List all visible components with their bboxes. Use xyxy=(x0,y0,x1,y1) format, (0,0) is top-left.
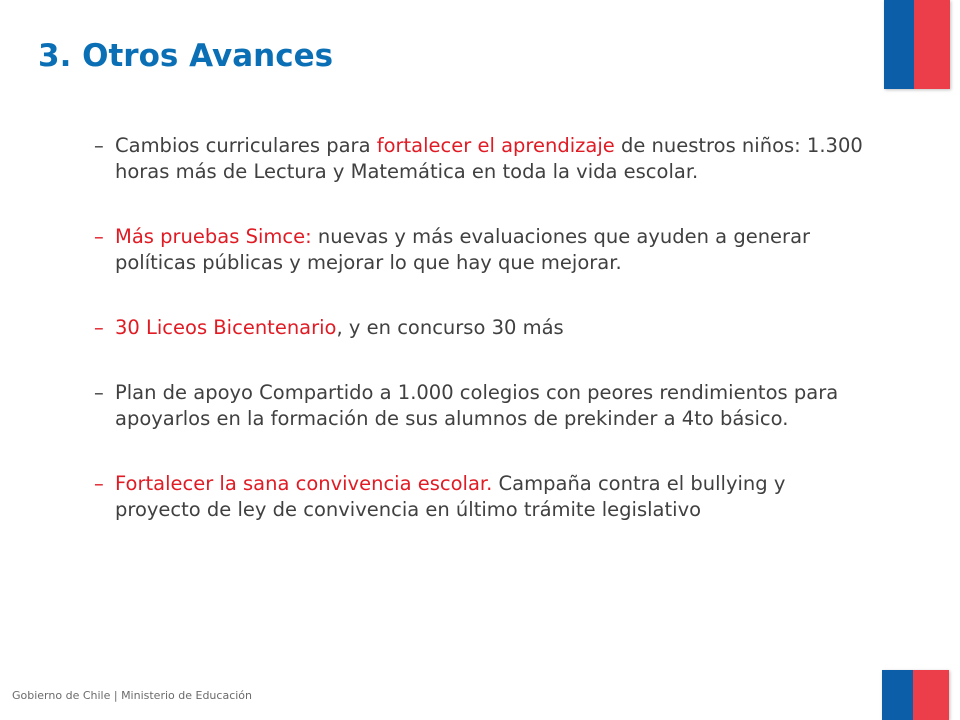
bullet-dash: – xyxy=(94,316,104,339)
slide-title: 3. Otros Avances xyxy=(38,38,334,74)
bullet-item-convivencia xyxy=(94,471,874,523)
bullet-highlight: Fortalecer la sana convivencia escolar. xyxy=(115,472,493,495)
bullet-item-liceos xyxy=(94,315,874,341)
bullet-item-plan-apoyo xyxy=(94,380,874,432)
bullet-item-curriculum xyxy=(94,133,874,185)
bullet-highlight: Más pruebas Simce: xyxy=(115,225,312,248)
bullet-item-simce xyxy=(94,224,874,276)
bullet-text: , y en concurso 30 más xyxy=(336,316,564,339)
bullet-dash: – xyxy=(94,381,104,404)
bullet-dash: – xyxy=(94,225,104,248)
flag-red-band xyxy=(914,0,950,89)
chile-flag-stripe-bottom xyxy=(882,670,949,720)
bullet-text: Cambios curriculares para xyxy=(115,134,377,157)
bullet-text: Campaña contra el bullying y proyecto de ley de convivencia en último trámite legislativo xyxy=(115,472,786,521)
bullet-dash: – xyxy=(94,472,104,495)
bullet-text: nuevas y más evaluaciones que ayuden a generar políticas públicas y mejorar lo que hay que mejorar. xyxy=(115,225,811,274)
bullet-highlight: 30 Liceos Bicentenario xyxy=(115,316,337,339)
bullet-text: de nuestros niños: 1.300 horas más de Lectura y Matemática en toda la vida escolar. xyxy=(115,134,863,183)
flag-blue-band xyxy=(884,0,914,89)
chile-flag-stripe-top xyxy=(884,0,950,89)
flag-red-band xyxy=(913,670,949,720)
bullet-list xyxy=(94,133,874,523)
bullet-text: Plan de apoyo Compartido a 1.000 colegios con peores rendimientos para apoyarlos en la formación de sus alumnos de prekinder a 4to básico. xyxy=(115,381,839,430)
flag-blue-band xyxy=(882,670,913,720)
bullet-dash: – xyxy=(94,134,104,157)
bullet-highlight: fortalecer el aprendizaje xyxy=(376,134,615,157)
footer-text: Gobierno de Chile | Ministerio de Educación xyxy=(12,689,253,702)
